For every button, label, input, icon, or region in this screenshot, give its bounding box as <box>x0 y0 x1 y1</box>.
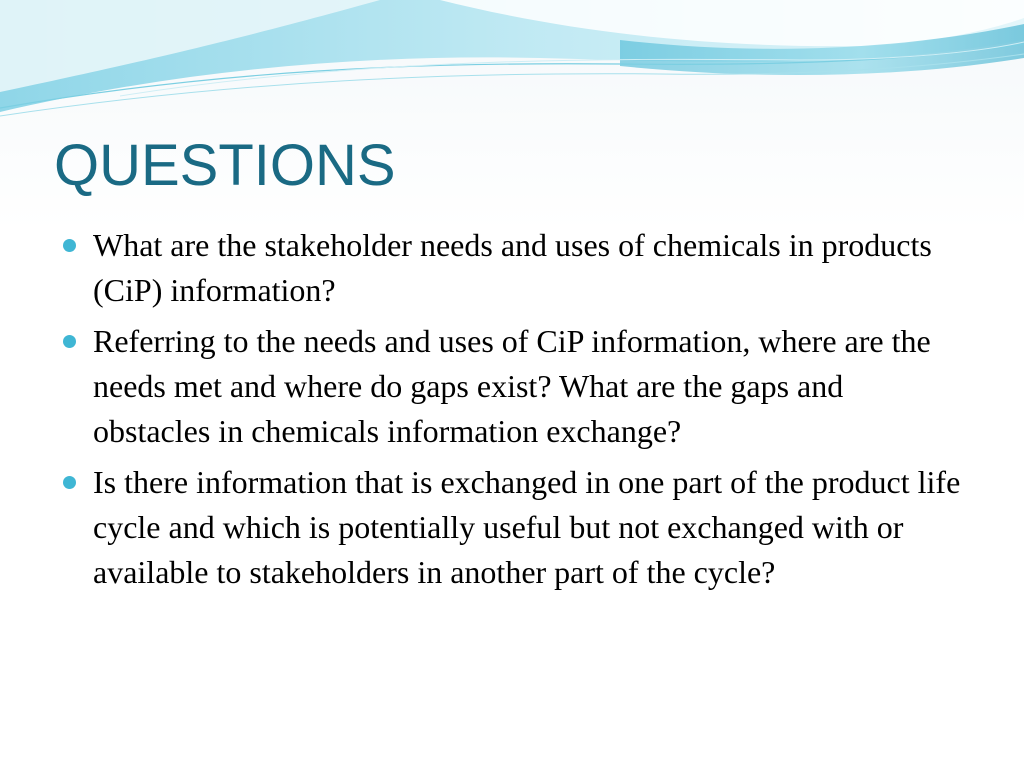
bullet-dot-icon <box>63 239 76 252</box>
bullet-text: Referring to the needs and uses of CiP information, where are the needs met and where do gaps exist? What are the gaps and obstacles in chemicals information exchange? <box>93 323 931 449</box>
slide-title: QUESTIONS <box>54 133 396 198</box>
bullet-dot-icon <box>63 476 76 489</box>
bullet-list <box>62 223 962 601</box>
list-item <box>62 223 962 313</box>
list-item <box>62 460 962 595</box>
list-item <box>62 319 962 454</box>
bullet-text: Is there information that is exchanged in one part of the product life cycle and which is potentially useful but not exchanged with or available to stakeholders in another part of the cycle? <box>93 464 961 590</box>
decorative-wave-header <box>0 0 1024 130</box>
bullet-dot-icon <box>63 335 76 348</box>
bullet-text: What are the stakeholder needs and uses of chemicals in products (CiP) information? <box>93 227 932 308</box>
